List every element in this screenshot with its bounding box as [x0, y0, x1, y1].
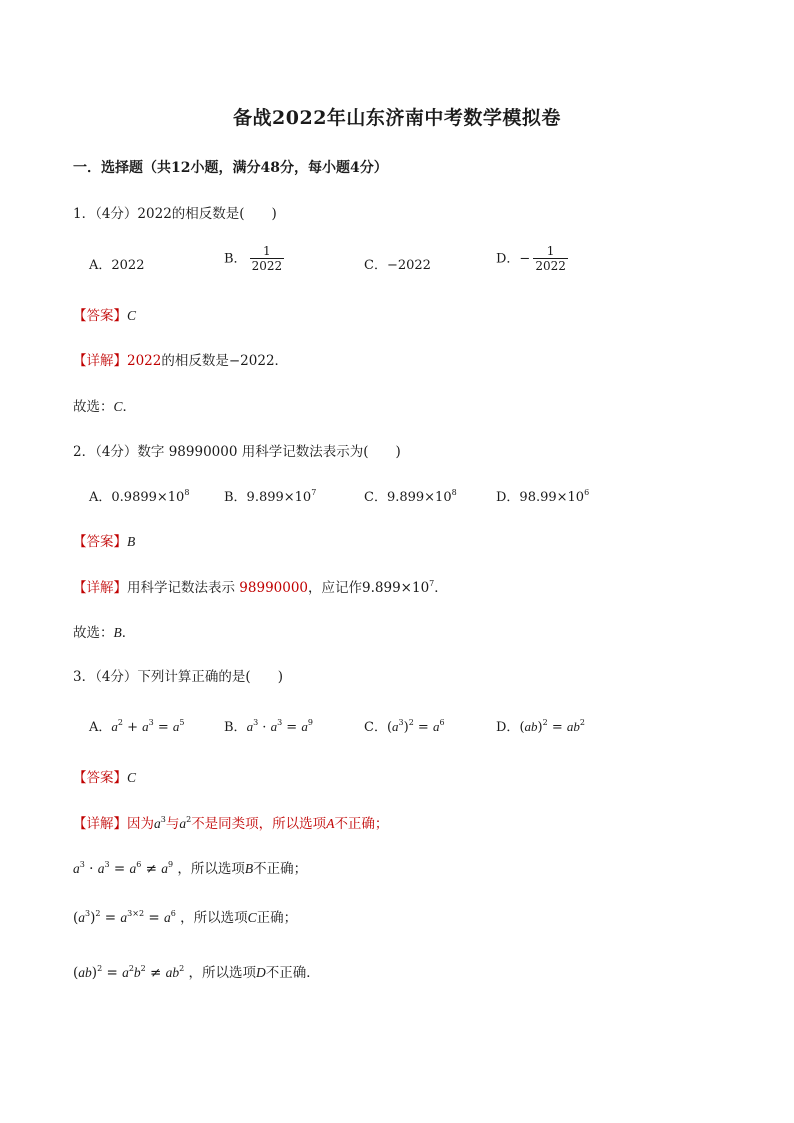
q2-option-a: A．$0.9899\times 10^8$ — [89, 488, 190, 505]
q2-option-d: D．$98.99\times 10^6$ — [496, 488, 590, 505]
q2-option-b: B．$9.899\times 10^7$ — [224, 488, 317, 505]
q1-answer: 【答案】C — [73, 308, 137, 324]
q2-choose: 故选：B． — [73, 625, 136, 641]
q3-option-b: B．$a^3 \cdot a^3 = a^9$ — [224, 718, 313, 735]
q3-detail-line-3: $(a^3)^2 = a^{3\times 2} = a^6$ ，所以选项C正确； — [73, 909, 298, 926]
q3-answer: 【答案】C — [73, 770, 137, 786]
question-2-options — [89, 486, 729, 506]
question-1-options — [89, 244, 729, 284]
q1-option-d: D．− $\frac{1}{2022}$ — [496, 244, 566, 273]
question-3-options — [89, 716, 729, 736]
document-title: 备战2022年山东济南中考数学模拟卷 — [233, 107, 561, 129]
q2-option-c: C．$9.899\times 10^8$ — [364, 488, 457, 505]
q3-option-d: D．$(ab)^2 = ab^2$ — [496, 718, 585, 735]
q1-option-b: B． $\frac{1}{2022}$ — [224, 244, 283, 273]
q1-option-b-fraction: $\frac{1}{2022}$ — [251, 244, 283, 273]
q3-detail-line-4: $(ab)^2 = a^2b^2 \ne ab^2$ ，所以选项D不正确． — [73, 964, 320, 981]
q1-option-d-fraction: $\frac{1}{2022}$ — [535, 244, 566, 273]
q1-choose: 故选：C． — [73, 399, 137, 415]
q2-answer: 【答案】B — [73, 534, 136, 550]
q3-detail: 【详解】因为$a^3$与$a^2$不是同类项，所以选项A不正确； — [73, 815, 389, 832]
q3-detail-line-2: $a^3 \cdot a^3 = a^6 \ne a^9$ ，所以选项B不正确； — [73, 860, 308, 877]
question-1-stem: 1．（4分）2022的相反数是( ) — [73, 206, 277, 222]
question-3-stem: 3．（4分）下列计算正确的是( ) — [73, 669, 283, 685]
q1-option-c: C．−2022 — [364, 258, 431, 273]
section-heading: 一．选择题（共12小题，满分48分，每小题4分） — [73, 160, 388, 176]
q3-option-a: A．$a^2 + a^3 = a^5$ — [89, 718, 185, 735]
q2-detail: 【详解】用科学记数法表示 98990000，应记作$9.899\times 10^7$． — [73, 579, 448, 596]
question-2-stem: 2．（4分）数字 98990000 用科学记数法表示为( ) — [73, 444, 401, 460]
q1-detail: 【详解】2022的相反数是−2022． — [73, 353, 289, 369]
q1-option-a: A．2022 — [89, 258, 145, 273]
q3-option-c: C．$(a^3)^2 = a^6$ — [364, 718, 445, 735]
